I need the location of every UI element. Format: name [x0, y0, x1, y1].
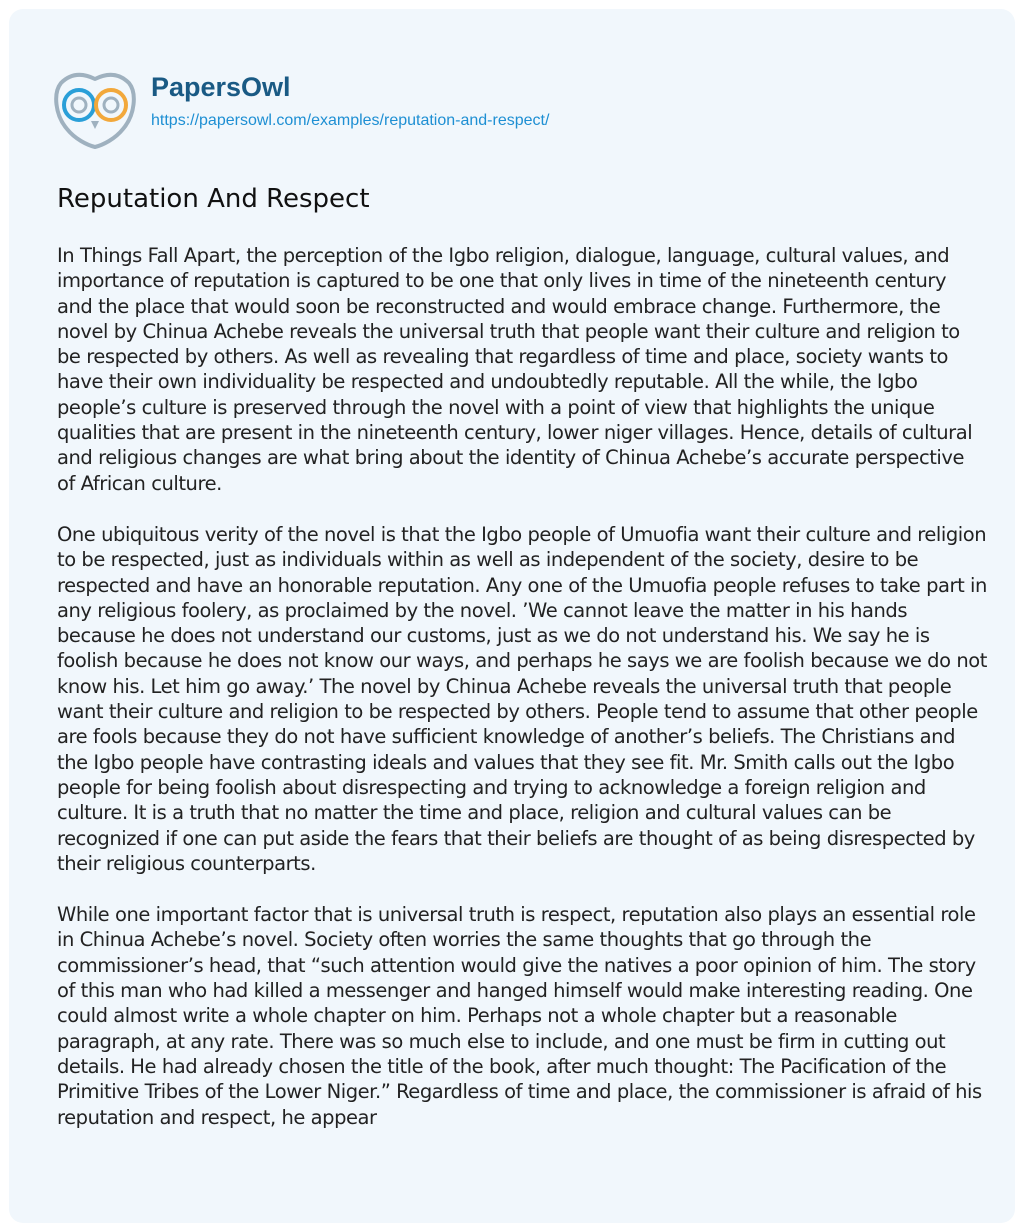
article-body — [57, 243, 987, 1156]
page-title: Reputation And Respect — [57, 184, 370, 214]
source-url-link[interactable]: https://papersowl.com/examples/reputation-and-respect/ — [151, 112, 550, 129]
paragraph-1: In Things Fall Apart, the perception of the Igbo religion, dialogue, language, cultural values, and importance of reputation is captured to be one that only lives in time of the nineteenth century and the place that would soon be reconstructed and would embrace change. Furthermore, the novel by Chinua Achebe reveals the universal truth that people want their culture and religion to be respected by others. As well as revealing that regardless of time and place, society wants to have their own individuality be respected and undoubtedly reputable. All the while, the Igbo people’s culture is preserved through the novel with a point of view that highlights the unique qualities that are present in the nineteenth century, lower niger villages. Hence, details of cultural and religious changes are what bring about the identity of Chinua Achebe’s accurate perspective of African culture. — [57, 244, 973, 495]
paragraph-3: While one important factor that is universal truth is respect, reputation also plays an essential role in Chinua Achebe’s novel. Society often worries the same thoughts that go through the commissioner’s head, that “such attention would give the natives a poor opinion of him. The story of this man who had killed a messenger and hanged himself would make interesting reading. One could almost write a whole chapter on him. Perhaps not a whole chapter but a reasonable paragraph, at any rate. There was so much else to include, and one must be firm in cutting out details. He had already chosen the title of the book, after much thought: The Pacification of the Primitive Tribes of the Lower Niger.” Regardless of time and place, the commissioner is afraid of his reputation and respect, he appear — [57, 903, 982, 1129]
document-card — [9, 9, 1015, 1223]
brand-header — [51, 61, 549, 149]
paragraph-2: One ubiquitous verity of the novel is that the Igbo people of Umuofia want their culture and religion to be respected, just as individuals within as well as independent of the society, desire to be respected and have an honorable reputation. Any one of the Umuofia people refuses to take part in any religious foolery, as proclaimed by the novel. ’We cannot leave the matter in his hands because he does not understand our customs, just as we do not understand his. We say he is foolish because he does not know our ways, and perhaps he says we are foolish because we do not know his. Let him go away.’ The novel by Chinua Achebe reveals the universal truth that people want their culture and religion to be respected by others. People tend to assume that other people are fools because they do not have sufficient knowledge of another’s beliefs. The Christians and the Igbo people have contrasting ideals and values that they see fit. Mr. Smith calls out the Igbo people for being foolish about disrespecting and trying to acknowledge a foreign religion and culture. It is a truth that no matter the time and place, religion and cultural values can be recognized if one can put aside the fears that their beliefs are thought of as being disrespected by their religious counterparts. — [57, 522, 987, 875]
owl-logo-icon[interactable] — [51, 61, 139, 149]
brand-text — [151, 72, 550, 132]
brand-name[interactable]: PapersOwl — [151, 72, 291, 102]
